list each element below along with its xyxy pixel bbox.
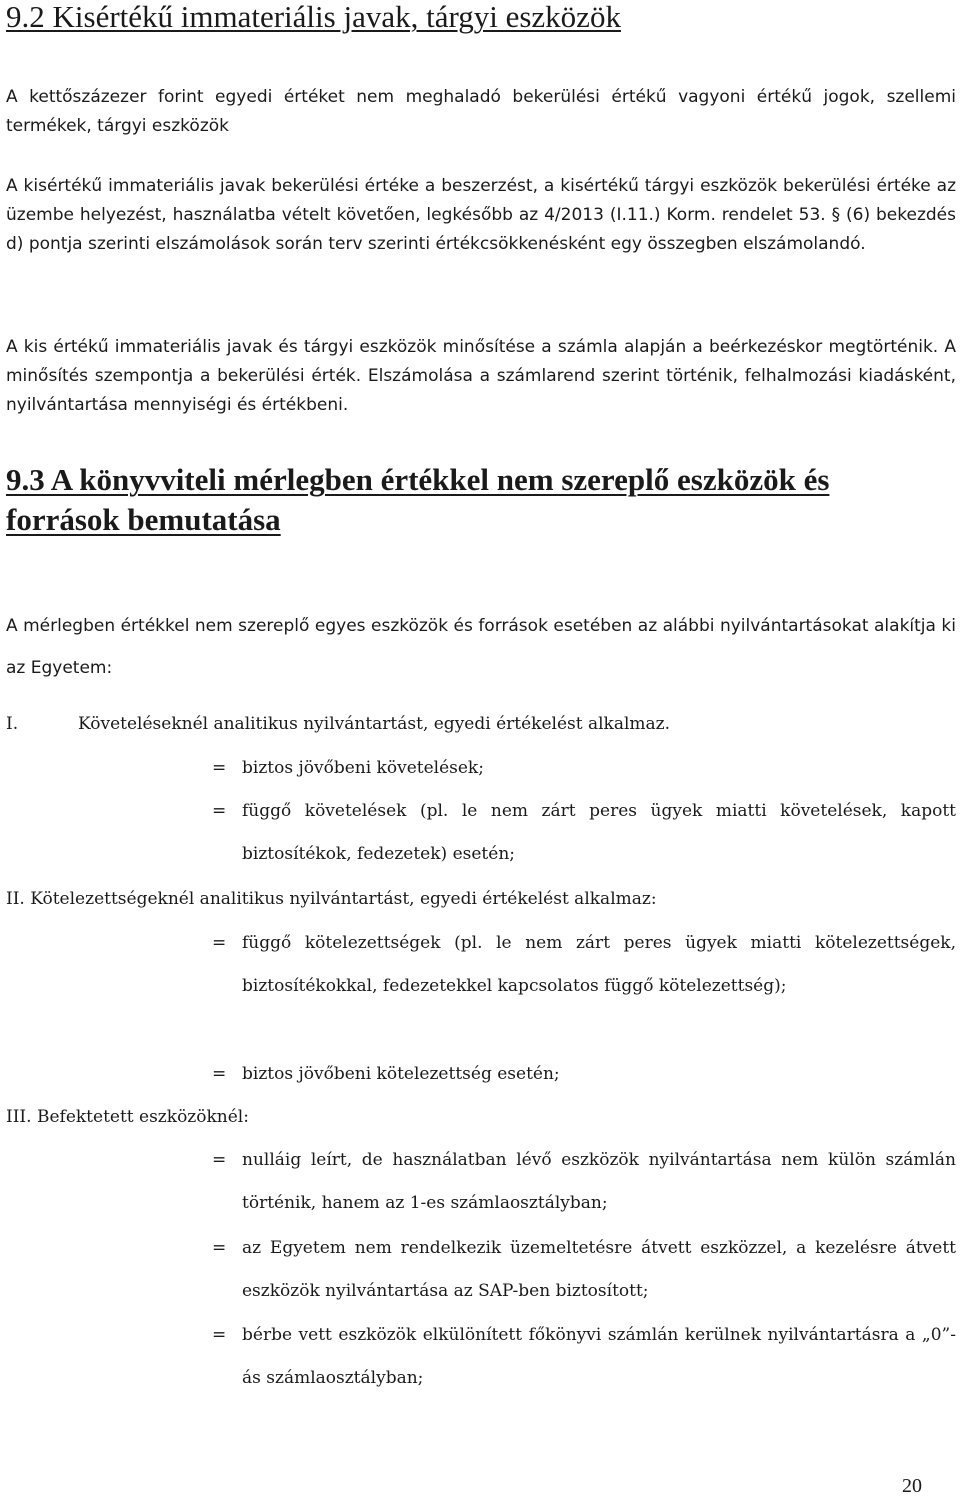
sub-item bbox=[212, 747, 956, 790]
sub-item-text: biztos jövőbeni követelések; bbox=[242, 758, 484, 778]
sub-item-text: bérbe vett eszközök elkülönített főkönyvi számlán kerülnek nyilvántartásra a „0”-ás számlaosztályban; bbox=[242, 1325, 956, 1388]
paragraph-intro: A mérlegben értékkel nem szereplő egyes eszközök és források esetében az alábbi nyilvántartásokat alakítja ki az Egyetem: bbox=[6, 616, 956, 678]
paragraph-classification: A kis értékű immateriális javak és tárgyi eszközök minősítése a számla alapján a beérkezéskor megtörténik. A minősítés szempontja a bekerülési érték. Elszámolása a számlarend szerint történik, felhalmozási kiadásként, nyilvántartása mennyiségi és értékbeni. bbox=[6, 337, 956, 415]
sub-item bbox=[212, 1139, 956, 1225]
paragraph-definition: A kettőszázezer forint egyedi értéket nem meghaladó bekerülési értékű vagyoni értékű jogok, szellemi termékek, tárgyi eszközök bbox=[6, 87, 956, 136]
equals-bullet: = bbox=[212, 933, 227, 953]
list-item-text: Követeléseknél analitikus nyilvántartást, egyedi értékelést alkalmaz. bbox=[78, 714, 671, 734]
list-marker: II. bbox=[6, 889, 25, 909]
sub-item bbox=[212, 1053, 956, 1096]
sub-item-text: függő kötelezettségek (pl. le nem zárt peres ügyek miatti kötelezettségek, biztosítékokkal, fedezetekkel kapcsolatos függő kötelezettség); bbox=[242, 933, 956, 996]
equals-bullet: = bbox=[212, 801, 227, 821]
sub-item-text: az Egyetem nem rendelkezik üzemeltetésre átvett eszközzel, a kezelésre átvett eszközök nyilvántartása az SAP-ben biztosított; bbox=[242, 1238, 956, 1301]
equals-bullet: = bbox=[212, 1150, 227, 1170]
equals-bullet: = bbox=[212, 1325, 227, 1345]
list-item-liabilities bbox=[6, 878, 956, 921]
sub-item bbox=[212, 1314, 956, 1400]
sub-item-text: függő követelések (pl. le nem zárt peres ügyek miatti követelések, kapott biztosítékok, fedezetek) esetén; bbox=[242, 801, 956, 864]
sub-item bbox=[212, 922, 956, 1008]
equals-bullet: = bbox=[212, 1064, 227, 1084]
list-marker: III. bbox=[6, 1107, 32, 1127]
sub-item bbox=[212, 790, 956, 876]
list-item-receivables bbox=[6, 703, 956, 746]
sub-item-text: biztos jövőbeni kötelezettség esetén; bbox=[242, 1064, 560, 1084]
list-item-fixed-assets bbox=[6, 1096, 956, 1139]
sub-item-text: nulláig leírt, de használatban lévő eszközök nyilvántartása nem külön számlán történik, hanem az 1-es számlaosztályban; bbox=[242, 1150, 956, 1213]
sub-item bbox=[212, 1227, 956, 1313]
equals-bullet: = bbox=[212, 1238, 227, 1258]
equals-bullet: = bbox=[212, 758, 227, 778]
section-9-3-heading: 9.3 A könyvviteli mérlegben értékkel nem szereplő eszközök és források bemutatása bbox=[6, 462, 830, 537]
section-9-2-heading: 9.2 Kisértékű immateriális javak, tárgyi eszközök bbox=[6, 0, 621, 34]
page-number: 20 bbox=[902, 1475, 922, 1497]
paragraph-cost-accounting: A kisértékű immateriális javak bekerülési értéke a beszerzést, a kisértékű tárgyi eszközök bekerülési értéke az üzembe helyezést, használatba vételt követően, legkésőbb az 4/2013 (I.11.) Korm. rendelet 53. § (6) bekezdés d) pontja szerinti elszámolások során terv szerinti értékcsökkenésként egy összegben elszámolandó. bbox=[6, 176, 956, 254]
list-marker: I. bbox=[6, 714, 19, 734]
list-item-text: Kötelezettségeknél analitikus nyilvántartást, egyedi értékelést alkalmaz: bbox=[30, 889, 657, 909]
list-item-text: Befektetett eszközöknél: bbox=[36, 1107, 249, 1127]
